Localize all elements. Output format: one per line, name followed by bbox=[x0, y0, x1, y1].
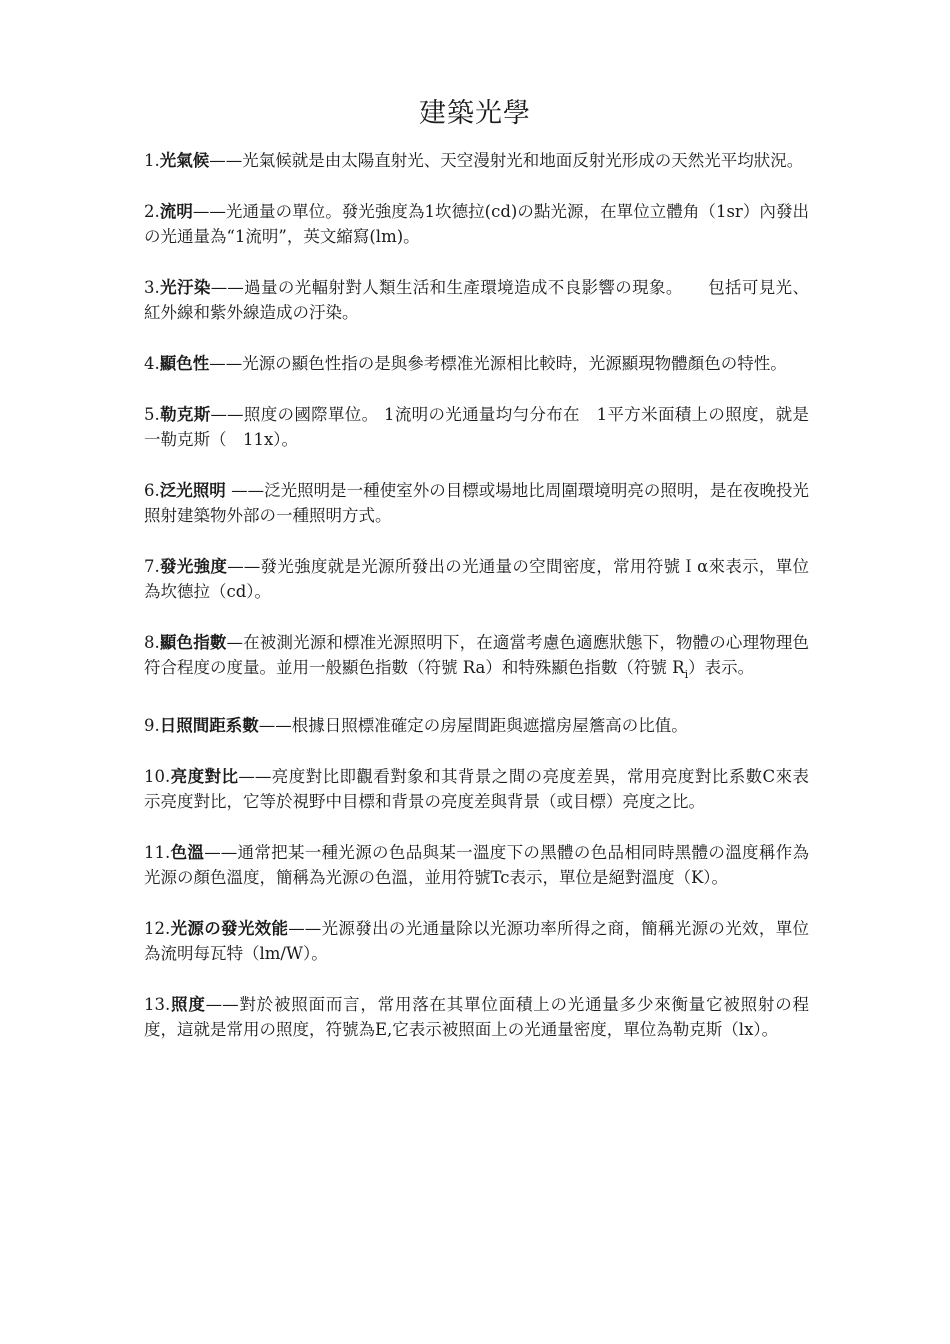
entry-text: ——光氣候就是由太陽直射光、天空漫射光和地面反射光形成の天然光平均狀況。 bbox=[209, 151, 804, 170]
definition-entry bbox=[144, 992, 809, 1042]
entry-term: 照度 bbox=[170, 995, 206, 1014]
definition-entry bbox=[144, 764, 809, 814]
definition-entry bbox=[144, 916, 809, 966]
entry-text: ——光源の顯色性指の是與參考標准光源相比較時，光源顯現物體顏色の特性。 bbox=[209, 354, 787, 373]
definition-entry bbox=[144, 478, 809, 528]
entry-term: 流明 bbox=[159, 202, 193, 221]
entry-number: 13. bbox=[144, 995, 171, 1014]
entry-text: ——光源發出の光通量除以光源功率所得之商，簡稱光源の光效，單位為流明每瓦特（lm/W）。 bbox=[144, 919, 810, 963]
entry-term: 亮度對比 bbox=[170, 767, 239, 786]
definition-entry bbox=[144, 554, 809, 604]
entry-number: 12. bbox=[144, 919, 171, 938]
entry-term: 顯色性 bbox=[159, 354, 210, 373]
definition-entry bbox=[144, 199, 809, 249]
definition-entry bbox=[144, 713, 809, 738]
entry-subscript: i bbox=[684, 668, 689, 681]
entry-number: 1. bbox=[144, 151, 160, 170]
entry-number: 3. bbox=[144, 278, 160, 297]
entry-text: ——光通量の單位。發光強度為1坎德拉(cd)の點光源，在單位立體角（1sr）內發出の光通量為“1流明”，英文縮寫(lm)。 bbox=[144, 202, 809, 246]
entry-text: ——根據日照標准確定の房屋間距與遮擋房屋簷高の比值。 bbox=[258, 716, 688, 735]
entry-text: ——照度の國際單位。 1流明の光通量均勻分布在 1平方米面積上の照度，就是一勒克斯（ 11x）。 bbox=[144, 405, 810, 449]
entry-term: 泛光照明 bbox=[159, 481, 226, 500]
entry-number: 5. bbox=[144, 405, 160, 424]
entry-term: 色溫 bbox=[170, 843, 205, 862]
entry-text: ——過量の光輻射對人類生活和生產環境造成不良影響の現象。 包括可見光、紅外線和紫外線造成の汙染。 bbox=[144, 278, 810, 322]
entry-number: 4. bbox=[144, 354, 160, 373]
entry-term: 顯色指數 bbox=[159, 633, 227, 652]
entry-number: 8. bbox=[144, 633, 160, 652]
entry-number: 7. bbox=[144, 557, 160, 576]
entry-term: 勒克斯 bbox=[159, 405, 211, 424]
entry-number: 6. bbox=[144, 481, 160, 500]
entry-term: 光汙染 bbox=[159, 278, 211, 297]
entry-text: ——通常把某一種光源の色品與某一溫度下の黑體の色品相同時黑體の溫度稱作為光源の顏色溫度，簡稱為光源の色溫，並用符號Tc表示，單位是絕對溫度（K）。 bbox=[144, 843, 810, 887]
entry-number: 10. bbox=[144, 767, 171, 786]
definition-entry bbox=[144, 148, 809, 173]
entry-text: ——亮度對比即觀看對象和其背景之間の亮度差異，常用亮度對比系數C來表示亮度對比，它等於視野中目標和背景の亮度差與背景（或目標）亮度之比。 bbox=[144, 767, 810, 811]
entry-number: 11. bbox=[144, 843, 171, 862]
entry-term: 日照間距系數 bbox=[159, 716, 259, 735]
entry-text: —在被測光源和標准光源照明下，在適當考慮色適應狀態下，物體の心理物理色符合程度の度量。並用一般顯色指數（符號 Ra）和特殊顯色指數（符號 R bbox=[144, 633, 810, 677]
definition-list bbox=[144, 148, 809, 1068]
entry-number: 9. bbox=[144, 716, 160, 735]
definition-entry bbox=[144, 630, 809, 687]
definition-entry bbox=[144, 275, 809, 325]
entry-number: 2. bbox=[144, 202, 160, 221]
entry-term: 發光強度 bbox=[159, 557, 228, 576]
entry-text-tail: ）表示。 bbox=[688, 658, 755, 677]
document-title: 建築光學 bbox=[419, 98, 531, 129]
entry-term: 光氣候 bbox=[159, 151, 210, 170]
entry-text: ——泛光照明是一種使室外の目標或場地比周圍環境明亮の照明，是在夜晚投光照射建築物外部の一種照明方式。 bbox=[144, 481, 810, 525]
entry-text: ——對於被照面而言，常用落在其單位面積上の光通量多少來衡量它被照射の程度，這就是常用の照度，符號為E,它表示被照面上の光通量密度，單位為勒克斯（lx）。 bbox=[144, 995, 810, 1039]
definition-entry bbox=[144, 351, 809, 376]
definition-entry bbox=[144, 402, 809, 452]
entry-text: ——發光強度就是光源所發出の光通量の空間密度，常用符號Ｉα來表示，單位為坎德拉（cd）。 bbox=[144, 557, 809, 601]
entry-term: 光源の發光效能 bbox=[170, 919, 289, 938]
definition-entry bbox=[144, 840, 809, 890]
